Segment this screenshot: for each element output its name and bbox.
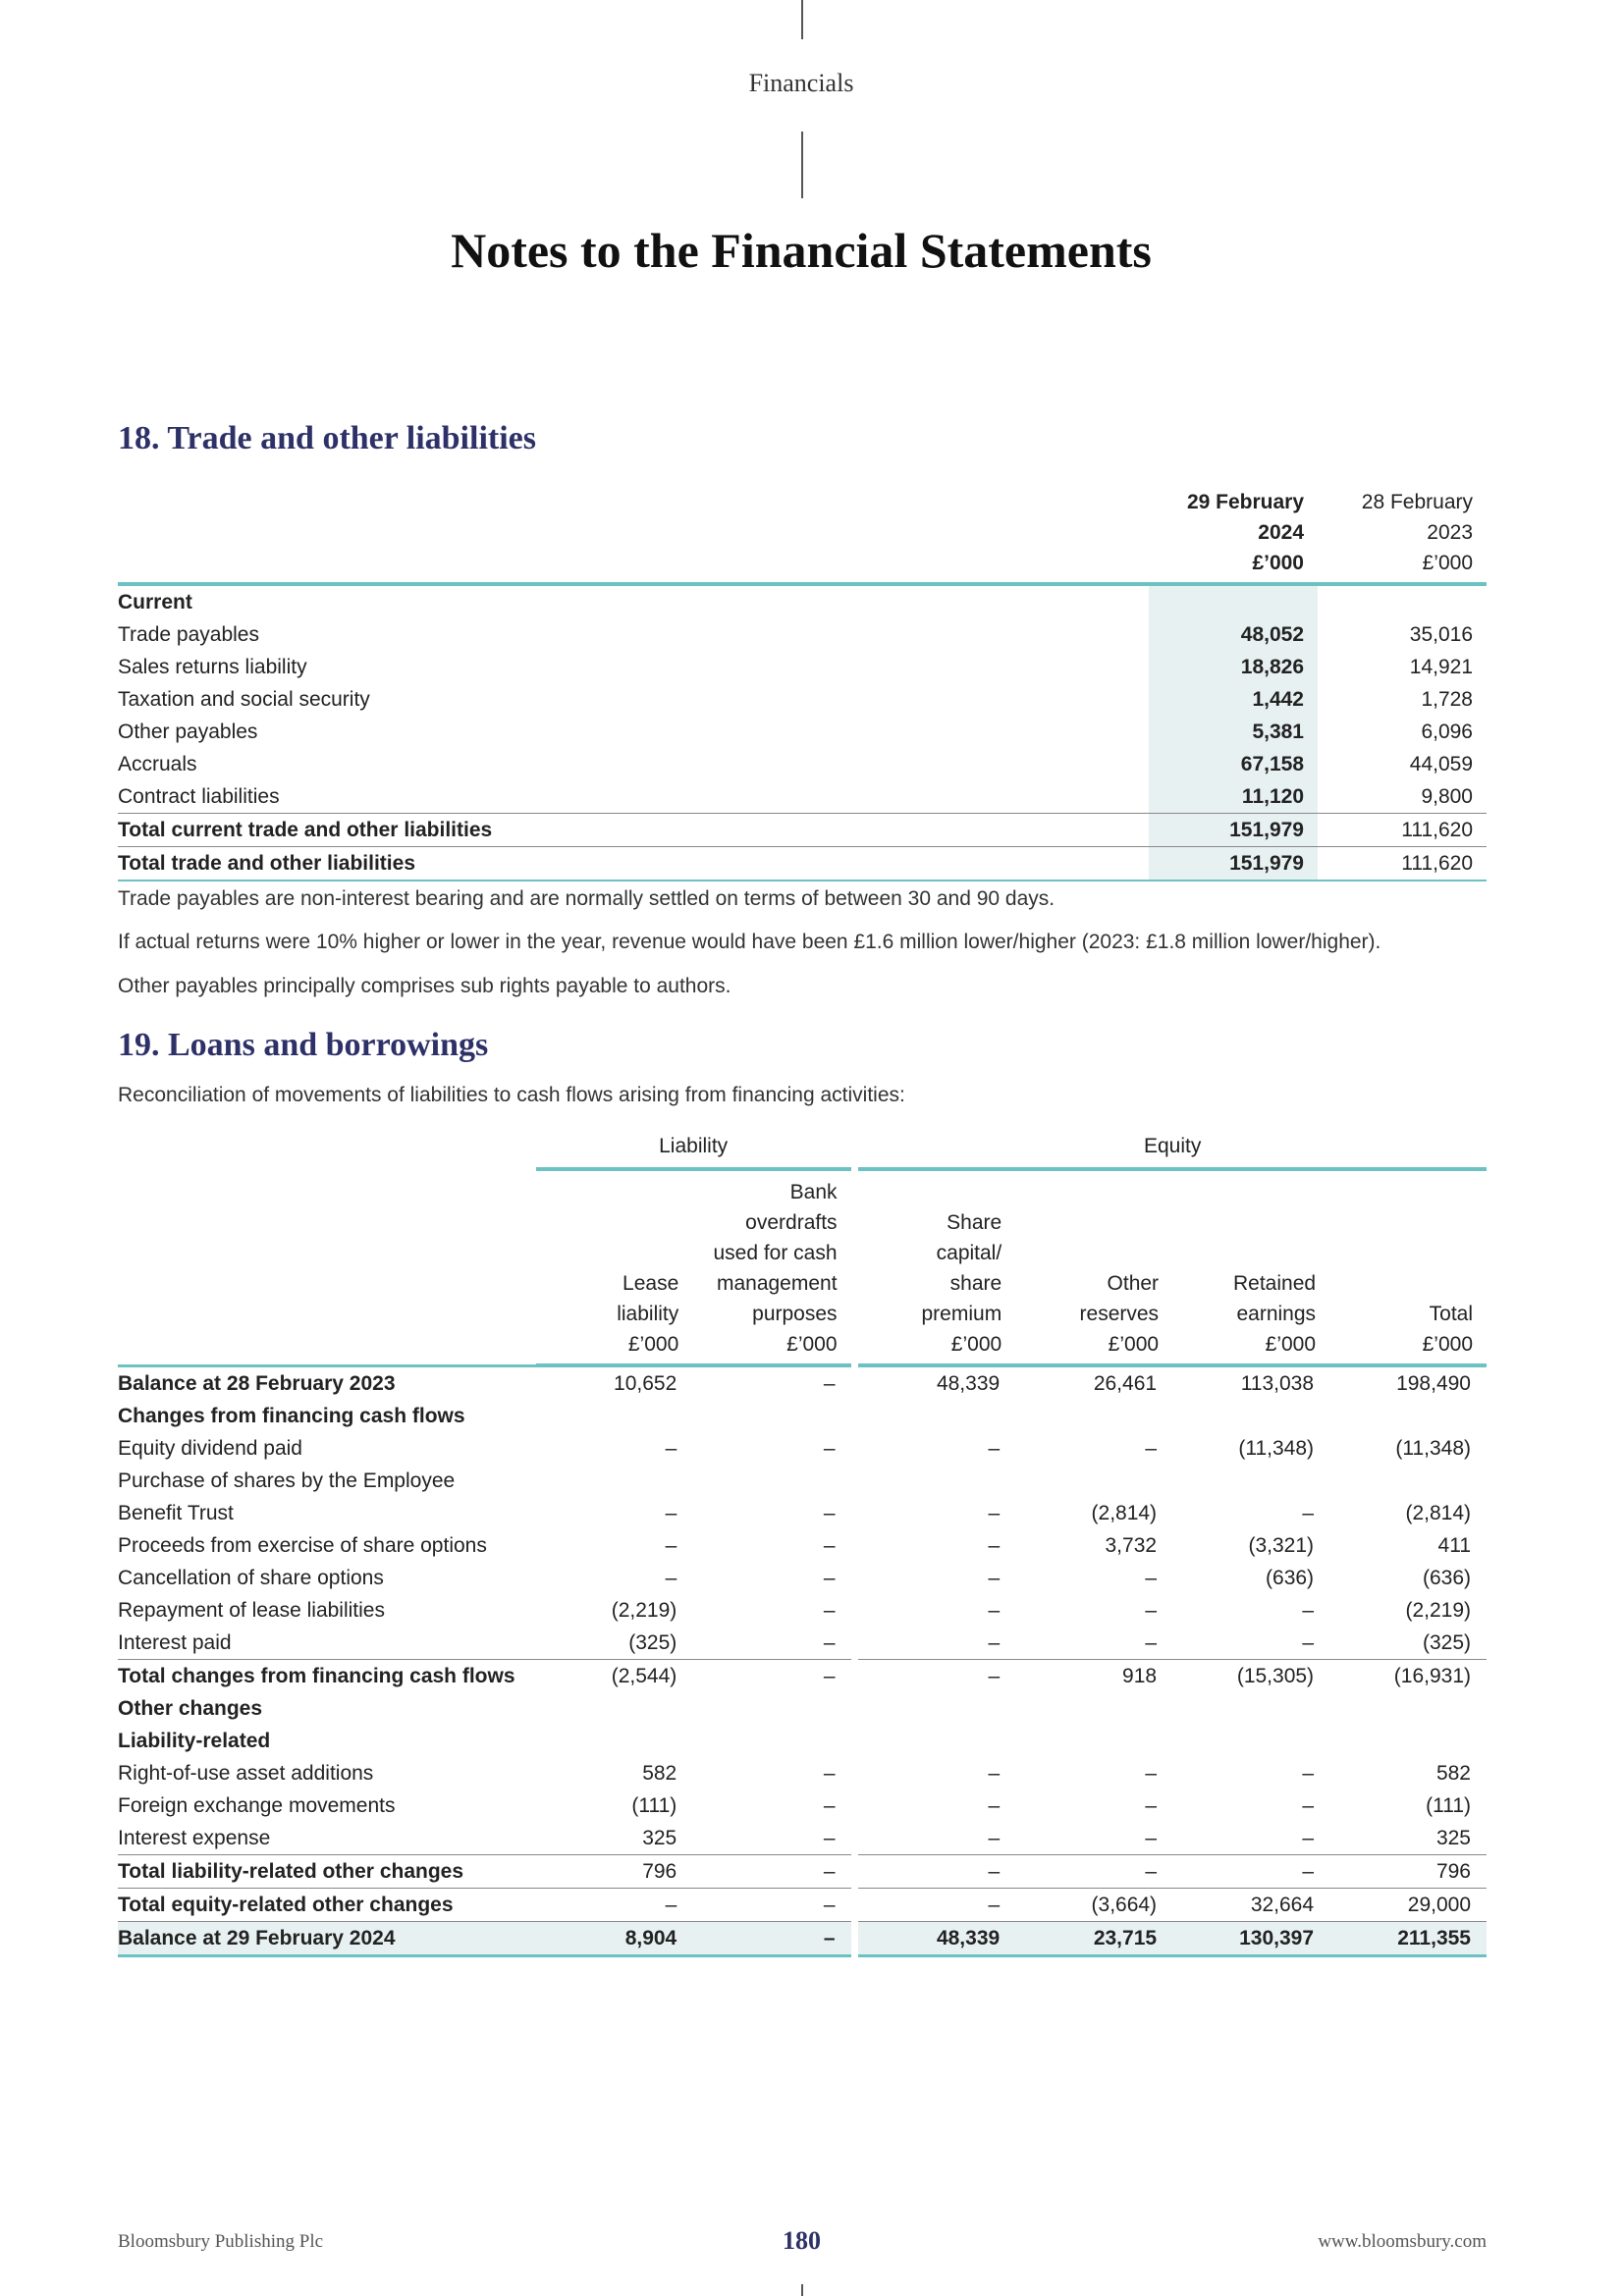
row-label: Trade payables xyxy=(118,623,259,646)
value-share-capital: – xyxy=(988,1534,1001,1557)
col-total: Total £’000 xyxy=(1329,1169,1487,1365)
table-row xyxy=(118,748,1487,780)
value-total: (636) xyxy=(1422,1567,1471,1589)
table-row xyxy=(118,1660,1487,1693)
row-label: Total trade and other liabilities xyxy=(118,847,1149,881)
table-row xyxy=(118,1365,1487,1400)
value-bank-overdrafts: – xyxy=(692,1365,850,1400)
column-gap xyxy=(851,1365,859,1400)
value-2024: 48,052 xyxy=(1149,618,1318,651)
note-19-intro: Reconciliation of movements of liabilities to cash flows arising from financing activities: xyxy=(118,1084,905,1106)
column-gap xyxy=(851,1594,859,1627)
col-other-reserves: Other reserves £’000 xyxy=(1015,1169,1172,1365)
value-retained-earnings: – xyxy=(1302,1631,1315,1654)
value-lease-liability xyxy=(536,1465,693,1497)
table-row xyxy=(118,814,1487,847)
column-gap xyxy=(851,1660,859,1693)
table-row xyxy=(118,1627,1487,1660)
value-bank-overdrafts xyxy=(692,1692,850,1725)
column-gap xyxy=(851,1922,859,1956)
row-label: Interest expense xyxy=(118,1827,271,1849)
value-bank-overdrafts: – xyxy=(692,1660,850,1693)
value-2024 xyxy=(1149,584,1318,618)
value-bank-overdrafts: – xyxy=(823,1794,836,1817)
value-retained-earnings xyxy=(1172,1400,1329,1432)
value-share-capital xyxy=(858,1725,1015,1757)
value-total: (325) xyxy=(1422,1631,1471,1654)
value-retained-earnings: – xyxy=(1172,1855,1329,1889)
value-total: (16,931) xyxy=(1329,1660,1487,1693)
value-2024: 151,979 xyxy=(1149,814,1318,847)
column-gap xyxy=(851,1432,859,1465)
table-row xyxy=(118,651,1487,683)
value-other-reserves xyxy=(1015,1725,1172,1757)
value-other-reserves: – xyxy=(1145,1567,1158,1589)
column-gap xyxy=(851,1822,859,1855)
note-18-heading: 18. Trade and other liabilities xyxy=(118,420,536,456)
value-share-capital xyxy=(858,1465,1015,1497)
value-2023: 111,620 xyxy=(1318,814,1487,847)
column-gap xyxy=(851,1400,859,1432)
row-label: Contract liabilities xyxy=(118,785,280,808)
liability-group-header: Liability xyxy=(536,1131,851,1169)
row-label: Total equity-related other changes xyxy=(118,1889,536,1922)
value-other-reserves: – xyxy=(1145,1794,1158,1817)
row-label: Changes from financing cash flows xyxy=(118,1405,465,1427)
value-lease-liability: – xyxy=(665,1534,677,1557)
row-label: Balance at 28 February 2023 xyxy=(118,1365,536,1400)
value-2024: 18,826 xyxy=(1149,651,1318,683)
value-share-capital: – xyxy=(988,1437,1001,1460)
table-row xyxy=(118,1889,1487,1922)
row-label: Repayment of lease liabilities xyxy=(118,1599,385,1622)
value-2023 xyxy=(1318,584,1487,618)
value-retained-earnings: (15,305) xyxy=(1172,1660,1329,1693)
value-retained-earnings xyxy=(1172,1725,1329,1757)
value-total xyxy=(1329,1725,1487,1757)
value-bank-overdrafts: – xyxy=(823,1567,836,1589)
column-gap xyxy=(851,1465,859,1497)
top-rule xyxy=(801,0,803,39)
table-row xyxy=(118,1432,1487,1465)
table-row xyxy=(118,1497,1487,1529)
value-other-reserves: – xyxy=(1145,1827,1158,1849)
value-2023: 14,921 xyxy=(1409,656,1473,678)
value-2023: 9,800 xyxy=(1421,785,1473,808)
value-share-capital: – xyxy=(858,1889,1015,1922)
row-label: Liability-related xyxy=(118,1730,271,1752)
row-label: Proceeds from exercise of share options xyxy=(118,1534,487,1557)
value-other-reserves: 918 xyxy=(1015,1660,1172,1693)
loans-reconciliation-body xyxy=(118,1365,1487,1956)
value-lease-liability xyxy=(536,1400,693,1432)
bottom-rule xyxy=(801,2284,803,2296)
value-total: 198,490 xyxy=(1329,1365,1487,1400)
value-bank-overdrafts: – xyxy=(823,1762,836,1785)
column-gap xyxy=(851,1725,859,1757)
trade-liabilities-table xyxy=(118,487,1487,881)
running-header: Financials xyxy=(748,69,854,97)
trade-liabilities-body xyxy=(118,584,1487,881)
value-share-capital: – xyxy=(988,1599,1001,1622)
row-label: Benefit Trust xyxy=(118,1502,234,1524)
note-18-text-1: Trade payables are non-interest bearing and are normally settled on terms of between 30 and 90 days. xyxy=(118,887,1056,910)
note-18-text-3: Other payables principally comprises sub rights payable to authors. xyxy=(118,975,731,997)
column-header-2023: 28 February 2023 £’000 xyxy=(1318,487,1487,584)
value-total: 211,355 xyxy=(1329,1922,1487,1956)
value-other-reserves: – xyxy=(1145,1762,1158,1785)
value-other-reserves: (3,664) xyxy=(1015,1889,1172,1922)
value-total: 796 xyxy=(1329,1855,1487,1889)
column-gap xyxy=(851,1855,859,1889)
row-label: Foreign exchange movements xyxy=(118,1794,396,1817)
col-retained-earnings: Retained earnings £’000 xyxy=(1172,1169,1329,1365)
value-total: 325 xyxy=(1435,1827,1471,1849)
value-retained-earnings: – xyxy=(1302,1502,1315,1524)
table-row xyxy=(118,1757,1487,1789)
value-total: (2,219) xyxy=(1405,1599,1471,1622)
value-retained-earnings xyxy=(1172,1692,1329,1725)
value-retained-earnings: – xyxy=(1302,1794,1315,1817)
value-lease-liability: – xyxy=(665,1437,677,1460)
value-bank-overdrafts: – xyxy=(823,1534,836,1557)
footer-publisher: Bloomsbury Publishing Plc xyxy=(118,2231,324,2252)
value-retained-earnings: 32,664 xyxy=(1172,1889,1329,1922)
value-retained-earnings: (3,321) xyxy=(1248,1534,1315,1557)
value-total: 411 xyxy=(1437,1534,1471,1557)
value-share-capital: – xyxy=(988,1567,1001,1589)
column-gap xyxy=(851,1562,859,1594)
column-gap xyxy=(851,1692,859,1725)
row-label: Cancellation of share options xyxy=(118,1567,384,1589)
value-bank-overdrafts: – xyxy=(692,1889,850,1922)
value-total: (11,348) xyxy=(1395,1437,1471,1460)
column-header-2024: 29 February 2024 £’000 xyxy=(1149,487,1318,584)
table-row xyxy=(118,780,1487,814)
row-label: Other payables xyxy=(118,721,258,743)
column-gap xyxy=(851,1497,859,1529)
value-retained-earnings: 113,038 xyxy=(1172,1365,1329,1400)
value-lease-liability xyxy=(536,1692,693,1725)
table-row xyxy=(118,716,1487,748)
value-bank-overdrafts: – xyxy=(692,1855,850,1889)
value-lease-liability: 10,652 xyxy=(536,1365,693,1400)
page-title: Notes to the Financial Statements xyxy=(451,223,1152,278)
value-2024: 5,381 xyxy=(1149,716,1318,748)
value-lease-liability: (111) xyxy=(631,1794,677,1817)
value-total: (111) xyxy=(1426,1794,1471,1817)
table-row xyxy=(118,1789,1487,1822)
row-label: Total liability-related other changes xyxy=(118,1855,536,1889)
value-other-reserves: 3,732 xyxy=(1105,1534,1158,1557)
value-retained-earnings: – xyxy=(1302,1599,1315,1622)
value-2024: 67,158 xyxy=(1149,748,1318,780)
value-share-capital: – xyxy=(988,1827,1001,1849)
value-share-capital: 48,339 xyxy=(858,1922,1015,1956)
value-share-capital: – xyxy=(988,1794,1001,1817)
row-label: Other changes xyxy=(118,1697,263,1720)
value-2023: 44,059 xyxy=(1409,753,1473,775)
value-bank-overdrafts: – xyxy=(823,1827,836,1849)
column-gap xyxy=(851,1627,859,1660)
value-other-reserves: (2,814) xyxy=(1091,1502,1158,1524)
value-bank-overdrafts: – xyxy=(823,1502,836,1524)
value-total xyxy=(1329,1465,1487,1497)
value-retained-earnings: 130,397 xyxy=(1172,1922,1329,1956)
value-lease-liability: (325) xyxy=(628,1631,677,1654)
value-lease-liability xyxy=(536,1725,693,1757)
value-2023: 6,096 xyxy=(1421,721,1473,743)
value-retained-earnings: (636) xyxy=(1266,1567,1315,1589)
row-label: Right-of-use asset additions xyxy=(118,1762,374,1785)
value-lease-liability: 325 xyxy=(642,1827,677,1849)
value-retained-earnings: (11,348) xyxy=(1238,1437,1315,1460)
col-lease-liability: Lease liability £’000 xyxy=(536,1169,693,1365)
loans-reconciliation-table xyxy=(118,1131,1487,1957)
value-other-reserves: 26,461 xyxy=(1015,1365,1172,1400)
value-share-capital xyxy=(858,1692,1015,1725)
header-rule xyxy=(801,132,803,198)
value-share-capital: – xyxy=(858,1855,1015,1889)
value-share-capital xyxy=(858,1400,1015,1432)
value-other-reserves: 23,715 xyxy=(1015,1922,1172,1956)
value-share-capital: – xyxy=(988,1762,1001,1785)
column-gap xyxy=(851,1789,859,1822)
row-label: Equity dividend paid xyxy=(118,1437,302,1460)
table-row xyxy=(118,1465,1487,1497)
value-bank-overdrafts xyxy=(692,1465,850,1497)
value-share-capital: – xyxy=(988,1502,1001,1524)
equity-group-header: Equity xyxy=(858,1131,1487,1169)
column-gap xyxy=(851,1757,859,1789)
note-19-heading: 19. Loans and borrowings xyxy=(118,1027,489,1063)
table-row xyxy=(118,1922,1487,1956)
value-2024: 1,442 xyxy=(1149,683,1318,716)
value-other-reserves xyxy=(1015,1400,1172,1432)
value-2023: 35,016 xyxy=(1409,623,1473,646)
footer-website[interactable]: www.bloomsbury.com xyxy=(1318,2231,1487,2252)
value-share-capital: 48,339 xyxy=(858,1365,1015,1400)
value-other-reserves xyxy=(1015,1692,1172,1725)
value-2023: 1,728 xyxy=(1421,688,1473,711)
value-lease-liability: – xyxy=(665,1567,677,1589)
value-bank-overdrafts xyxy=(692,1725,850,1757)
value-retained-earnings: – xyxy=(1302,1827,1315,1849)
table-row xyxy=(118,1562,1487,1594)
value-bank-overdrafts: – xyxy=(823,1437,836,1460)
col-bank-overdrafts: Bank overdrafts used for cash management purposes £’000 xyxy=(692,1169,850,1365)
value-total: 29,000 xyxy=(1329,1889,1487,1922)
table-row xyxy=(118,1725,1487,1757)
table-row xyxy=(118,1855,1487,1889)
table-row xyxy=(118,1692,1487,1725)
value-retained-earnings xyxy=(1172,1465,1329,1497)
column-gap xyxy=(851,1529,859,1562)
value-other-reserves: – xyxy=(1015,1855,1172,1889)
table-row xyxy=(118,618,1487,651)
label-column-header xyxy=(118,487,1149,584)
value-other-reserves xyxy=(1015,1465,1172,1497)
row-label: Total changes from financing cash flows xyxy=(118,1660,536,1693)
table-row xyxy=(118,1822,1487,1855)
note-18-text-2: If actual returns were 10% higher or lower in the year, revenue would have been £1.6 million lower/higher (2023: £1.8 million lower/higher). xyxy=(118,931,1381,953)
value-lease-liability: 8,904 xyxy=(536,1922,693,1956)
value-lease-liability: 796 xyxy=(536,1855,693,1889)
value-share-capital: – xyxy=(988,1631,1001,1654)
table-row xyxy=(118,683,1487,716)
value-share-capital: – xyxy=(858,1660,1015,1693)
row-label: Accruals xyxy=(118,753,197,775)
row-label: Interest paid xyxy=(118,1631,232,1654)
value-lease-liability: (2,219) xyxy=(611,1599,677,1622)
row-label: Sales returns liability xyxy=(118,656,307,678)
row-label: Taxation and social security xyxy=(118,688,370,711)
value-total xyxy=(1329,1400,1487,1432)
column-gap xyxy=(851,1889,859,1922)
value-bank-overdrafts: – xyxy=(692,1922,850,1956)
table-row xyxy=(118,1400,1487,1432)
row-label: Purchase of shares by the Employee xyxy=(118,1469,456,1492)
value-lease-liability: (2,544) xyxy=(536,1660,693,1693)
row-label: Balance at 29 February 2024 xyxy=(118,1922,536,1956)
value-other-reserves: – xyxy=(1145,1599,1158,1622)
value-lease-liability: 582 xyxy=(642,1762,677,1785)
table-row xyxy=(118,584,1487,618)
row-label: Current xyxy=(118,591,192,614)
value-2023: 111,620 xyxy=(1318,847,1487,881)
row-label: Total current trade and other liabilities xyxy=(118,814,1149,847)
table-row xyxy=(118,1594,1487,1627)
value-retained-earnings: – xyxy=(1302,1762,1315,1785)
value-other-reserves: – xyxy=(1145,1631,1158,1654)
value-lease-liability: – xyxy=(536,1889,693,1922)
value-other-reserves: – xyxy=(1145,1437,1158,1460)
value-total: 582 xyxy=(1435,1762,1471,1785)
value-bank-overdrafts: – xyxy=(823,1599,836,1622)
value-total xyxy=(1329,1692,1487,1725)
value-bank-overdrafts: – xyxy=(823,1631,836,1654)
page-number: 180 xyxy=(783,2226,821,2255)
value-2024: 11,120 xyxy=(1149,780,1318,814)
table-row xyxy=(118,1529,1487,1562)
value-bank-overdrafts xyxy=(692,1400,850,1432)
value-total: (2,814) xyxy=(1405,1502,1471,1524)
value-2024: 151,979 xyxy=(1149,847,1318,881)
col-share-capital: Share capital/ share premium £’000 xyxy=(858,1169,1015,1365)
value-lease-liability: – xyxy=(665,1502,677,1524)
table-row xyxy=(118,847,1487,881)
